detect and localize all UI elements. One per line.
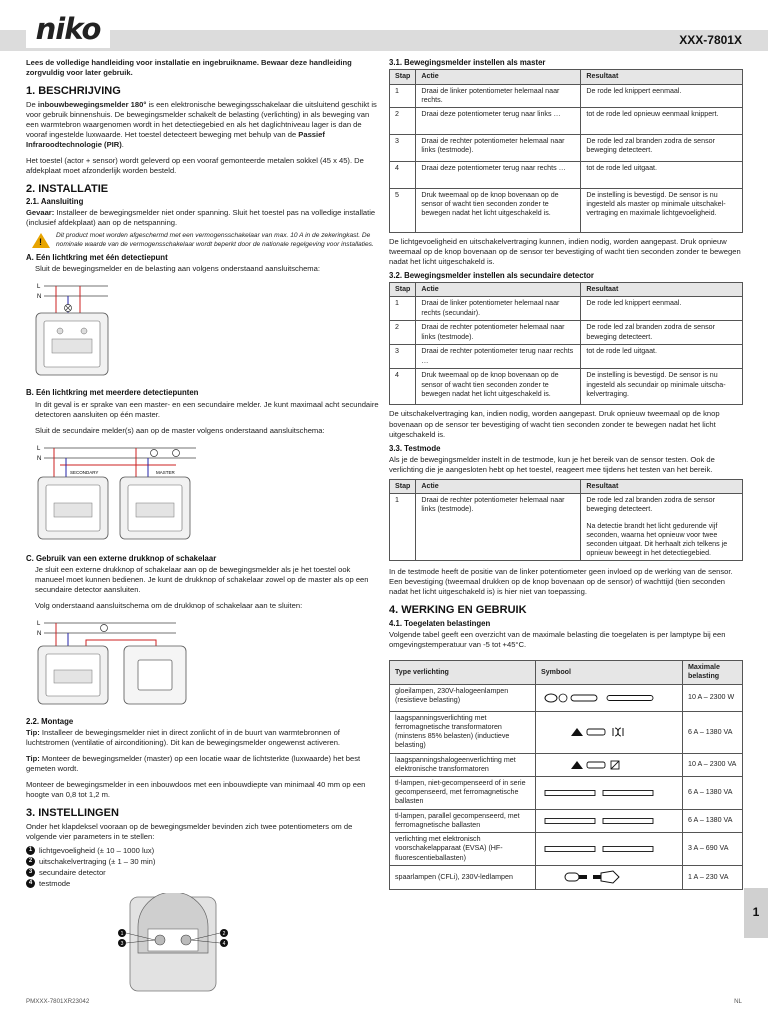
table-row: laagspanningshalogeenverlichting met elektronische transformatoren 10 A – 2300 VA (390, 753, 743, 776)
table-row: 1 Draai de linker potentiometer helemaal naar rechts. De rode led knippert eenmaal. (390, 84, 743, 107)
page-header (0, 12, 768, 50)
scheme-a-title: A. Eén lichtkring met één detectiepunt (26, 252, 168, 262)
callout-4-label: 4 (222, 940, 226, 947)
settings-item: 2 uitschakelvertraging (± 1 – 30 min) (26, 857, 380, 867)
line-label-n-b: N (37, 455, 42, 462)
secondary-label: SECONDARY (70, 469, 99, 475)
fluorescent-parallel-icon (541, 815, 657, 827)
table-row: verlichting met elektronisch voorschakelapparaat (EVSA) (HF-fluorescentieballasten) 3 A – 690 VA (390, 833, 743, 866)
table-row: 5 Druk tweemaal op de knop bovenaan op de sensor of wacht tien seconden zonder te bewegen nadat het licht uitgeschakeld is. De instelling is bevestigd. De sensor is nu ingesteld als master op minimale uitschakel-vertraging en maximale lichtgevoeligheid. (390, 188, 743, 232)
table-header-row: Stap Actie Resultaat (390, 283, 743, 297)
lamp-icon-c (101, 624, 108, 631)
table-row: spaarlampen (CFLi), 230V-ledlampen 1 A – 230 VA (390, 865, 743, 889)
settings-item: 4 testmode (26, 879, 380, 889)
master-label: MASTER (156, 469, 175, 475)
language-code: NL (734, 998, 742, 1005)
section-3-2-title: 3.2. Bewegingsmelder instellen als secundaire detector (389, 270, 594, 280)
lamp-icon-b1 (151, 449, 158, 456)
incandescent-halogen-icon (541, 692, 657, 704)
section-4-title: 4. WERKING EN GEBRUIK (389, 604, 527, 617)
scheme-c-text-2: Volg onderstaand aansluitschema om de drukknop of schakelaar aan te sluiten: (35, 600, 303, 610)
settings-text: Onder het klapdeksel vooraan op de bewegingsmelder bevinden zich twee potentiometers om de volgende vier parameters in te stellen: (26, 821, 353, 841)
loads-table (389, 660, 743, 890)
cfl-led-icon (561, 870, 677, 884)
warning-text: Dit product moet worden afgeschermd met een vermogensschakelaar van max. 10 A in de zekeringkast. De nominale waarde van de vermogensschakelaar wordt beperkt door de nationale regelgeving voor installaties. (56, 232, 374, 248)
scheme-b-title: B. Eén lichtkring met meerdere detectiepunten (26, 388, 199, 398)
table-row: 3 Draai de rechter potentiometer terug naar rechts … tot de rode led uitgaat. (390, 345, 743, 369)
niko-logo: niko (26, 10, 110, 48)
line-label-l: L (37, 284, 41, 291)
right-potentiometer-icon (181, 935, 191, 945)
table-row: 2 Draai deze potentiometer terug naar links … tot de rode led opnieuw eenmaal knippert. (390, 107, 743, 134)
header-bar (0, 30, 768, 51)
document-reference: PMXXX-7801XR23042 (26, 998, 90, 1005)
table-row: laagspanningsverlichting met ferromagnetische transformatoren (minstens 85% belasten) (inductieve belasting) 6 A – 1380 VA (390, 711, 743, 753)
number-1-icon: 1 (26, 846, 35, 855)
device-illustration (26, 893, 380, 993)
master-after-text: De lichtgevoeligheid en uitschakelvertraging kunnen, indien nodig, worden aangepast. Druk opnieuw tweemaal op de knop bovenaan op de sensor ter bevestiging of wacht tien seconden zonder te bewegen nadat het licht uitgeschakeld is. (389, 236, 741, 266)
table-row: 4 Druk tweemaal op de knop bovenaan op de sensor of wacht tien seconden zonder te bewegen nadat het licht uitgeschakeld is. De instelling is bevestigd. De sensor is nu ingesteld als secundair op minimale uitscha-kelvertraging. (390, 369, 743, 405)
line-label-n-c: N (37, 630, 42, 637)
table-row: 1 Draai de linker potentiometer helemaal naar rechts (secundair). De rode led knippert eenmaal. (390, 297, 743, 321)
electronic-transformer-icon (561, 759, 677, 771)
danger-paragraph: Gevaar: Installeer de bewegingsmelder niet onder spanning. Sluit het toestel pas na volledige installatie (inclusief afdekplaat) aan op de netspanning. (26, 208, 376, 228)
table-row: gloeilampen, 230V-halogeenlampen (resistieve belasting) 10 A – 2300 W (390, 684, 743, 711)
settings-item: 3 secundaire detector (26, 868, 380, 878)
table-row: 3 Draai de rechter potentiometer helemaal naar links (testmode). De rode led zal branden zodra de sensor beweging detecteert. (390, 134, 743, 161)
left-potentiometer-icon (155, 935, 165, 945)
testmode-after-text: In de testmode heeft de positie van de linker potentiometer geen invloed op de werking van de sensor. Een bevestiging (tweemaal drukken op de knop bovenaan op de sensor) of wachttijd (tien seconden nadat het licht uitgeschakeld is) is hier niet van toepassing. (389, 567, 733, 597)
lamp-icon-b2 (173, 449, 180, 456)
warning-note (32, 232, 380, 248)
scheme-c-text: Je sluit een externe drukknop of schakelaar aan op de bewegingsmelder als je het toestel ook manueel moet kunnen bedienen. Je kunt de drukknop of schakelaar zowel op de master als op een secundaire detector aansluiten. (35, 564, 369, 594)
scheme-b-text-2: Sluit de secundaire melder(s) aan op de master volgens onderstaand aansluitschema: (35, 425, 325, 435)
warning-icon: ! (32, 233, 50, 248)
delivery-paragraph: Het toestel (actor + sensor) wordt geleverd op een vooraf gemonteerde metalen sokkel (45 x 45). De afdekplaat moet afzonderlijk worden besteld. (26, 155, 364, 175)
description-paragraph: De inbouwbewegingsmelder 180° is een elektronische bewegingsschakelaar die uitsluitend geschikt is voor gebruik binnenshuis. De bewegingsmelder schakelt de belasting (verlichting) in als beweging van een warmtebron waargenomen wordt in het detectiegebied en als het daglichtniveau lager is dan de vooraf ingestelde luxwaarde. Het toestel detecteert beweging met behulp van de Passief Infraroodtechnologie (PIR). (26, 99, 377, 149)
right-column (389, 58, 743, 890)
line-label-l-b: L (37, 445, 41, 452)
table-header-row: Type verlichting Symbool Maximale belasting (390, 661, 743, 684)
section-3-title: 3. INSTELLINGEN (26, 807, 119, 820)
scheme-a-text: Sluit de bewegingsmelder en de belasting aan volgens onderstaand aansluitschema: (35, 264, 320, 274)
table-row: 2 Draai de rechter potentiometer helemaal naar links (testmode). De rode led zal branden zodra de sensor beweging detecteert. (390, 321, 743, 345)
secondary-settings-table (389, 282, 743, 405)
section-3-1-title: 3.1. Bewegingsmelder instellen als master (389, 58, 546, 67)
electronic-ballast-icon (541, 843, 657, 855)
table-row: tl-lampen, parallel gecompenseerd, met ferromagnetische ballasten 6 A – 1380 VA (390, 809, 743, 832)
document-code: XXX-7801X (679, 33, 742, 47)
table-header-row: Stap Actie Resultaat (390, 479, 743, 493)
wiring-diagram-b (26, 443, 380, 543)
fluorescent-tube-icon (541, 787, 657, 799)
callout-2-label: 2 (222, 930, 226, 937)
push-button-icon (138, 660, 172, 690)
settings-list (26, 846, 380, 889)
table-row: 1 Draai de rechter potentiometer helemaal naar links (testmode). De rode led zal branden zodra de sensor beweging detecteert. Na detectie brandt het licht gedurende vijf seconden, waarna het opnieuw voor twee seconden uitgaat. Dit herhaalt zich telkens je opnieuw beweegt in het detectiegebied. (390, 494, 743, 561)
table-row: 4 Draai deze potentiometer terug naar rechts … tot de rode led uitgaat. (390, 161, 743, 188)
ferromagnetic-transformer-icon (561, 726, 677, 738)
table-header-row: Stap Actie Resultaat (390, 70, 743, 84)
section-2-2-title: 2.2. Montage (26, 716, 74, 726)
loads-text: Volgende tabel geeft een overzicht van de maximale belasting die toegelaten is per lamptype bij een omgevingstemperatuur van -5 tot +45°C. (389, 630, 726, 650)
section-4-1-title: 4.1. Toegelaten belastingen (389, 618, 491, 628)
line-label-l-c: L (37, 620, 41, 627)
section-2-title: 2. INSTALLATIE (26, 182, 109, 195)
number-2-icon: 2 (26, 857, 35, 866)
wiring-diagram-c (26, 618, 380, 706)
callout-1-label: 1 (120, 930, 124, 937)
line-label-n: N (37, 294, 42, 301)
testmode-text: Als je de bewegingsmelder instelt in de testmode, kun je het bereik van de sensor testen. Ook de verlichting die je aangesloten hebt op het toestel, reageert mee tijdens het testen van het bereik. (389, 454, 715, 474)
settings-item: 1 lichtgevoeligheid (± 10 – 1000 lux) (26, 846, 380, 856)
mounting-text: Monteer de bewegingsmelder in een inbouwdoos met een inbouwdiepte van minimaal 40 mm op een hoogte van 0,8 tot 1,2 m. (26, 780, 366, 800)
left-column (26, 58, 380, 993)
number-3-icon: 3 (26, 868, 35, 877)
table-row: tl-lampen, niet-gecompenseerd of in serie gecompenseerd, met ferromagnetische ballasten 6 A – 1380 VA (390, 777, 743, 810)
secondary-after-text: De uitschakelvertraging kan, indien nodig, worden aangepast. Druk opnieuw tweemaal op de knop bovenaan op de sensor ter bevestiging of wacht tien seconden zonder te bewegen nadat het licht uitgeschakeld is. (389, 409, 720, 439)
scheme-b-text: In dit geval is er sprake van een master- en een secundaire melder. Je kunt maximaal acht secundaire detectoren aansluiten op één master. (35, 399, 379, 419)
scheme-c-title: C. Gebruik van een externe drukknop of schakelaar (26, 553, 217, 563)
section-3-3-title: 3.3. Testmode (389, 443, 441, 453)
section-2-1-title: 2.1. Aansluiting (26, 197, 84, 207)
number-4-icon: 4 (26, 879, 35, 888)
callout-3-label: 3 (120, 940, 124, 947)
tip-2: Tip: Monteer de bewegingsmelder (master) op een locatie waar de lichtsterkte (luxwaarde) het best gemeten wordt. (26, 754, 361, 774)
page-number-tab: 1 (744, 888, 768, 938)
wiring-diagram-a (26, 281, 380, 377)
section-1-title: 1. BESCHRIJVING (26, 85, 121, 98)
intro-text: Lees de volledige handleiding voor installatie en ingebruikname. Bewaar deze handleiding zorgvuldig voor later gebruik. (26, 58, 352, 78)
master-settings-table (389, 69, 743, 233)
tip-1: Tip: Installeer de bewegingsmelder niet in direct zonlicht of in de buurt van warmtebronnen of luchtstromen (ventilatie of airconditioning). Dit kan de bewegingsmelder ongewenst activeren. (26, 728, 341, 748)
testmode-table (389, 479, 743, 562)
